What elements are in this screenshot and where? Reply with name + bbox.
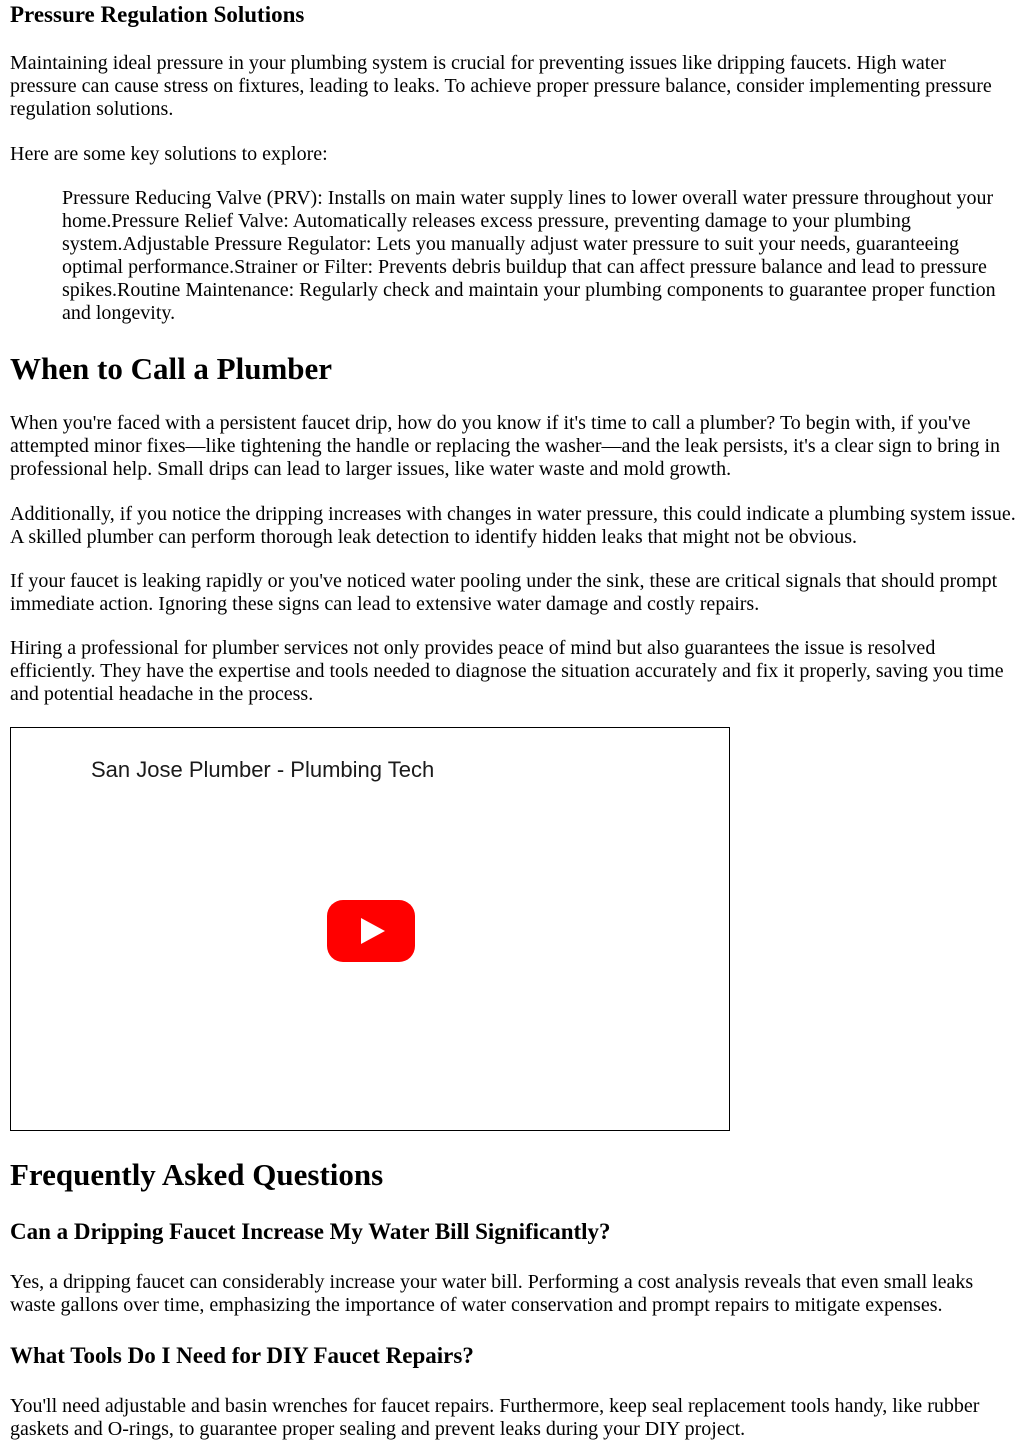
faq-answer: Yes, a dripping faucet can considerably increase your water bill. Performing a cost analysis reveals that even small leaks waste gallons over time, emphasizing the importance of water conservation and prompt repairs to mitigate expenses. — [10, 1271, 974, 1316]
plumber-paragraph: Additionally, if you notice the dripping increases with changes in water pressure, this could indicate a plumbing system issue. A skilled plumber can perform thorough leak detection to identify hidden leaks that might not be obvious. — [10, 503, 1016, 548]
faq-question: Can a Dripping Faucet Increase My Water Bill Significantly? — [10, 1219, 611, 1244]
video-embed[interactable] — [10, 727, 730, 1131]
pressure-solutions-list: Pressure Reducing Valve (PRV): Installs on main water supply lines to lower overall water pressure throughout your home.Pressure Relief Valve: Automatically releases excess pressure, preventing damage to your plumbing system.Adjustable Pressure Regulator: Lets you manually adjust water pressure to suit your needs, guaranteeing optimal performance.Strainer or Filter: Prevents debris buildup that can affect pressure balance and lead to pressure spikes.Routine Maintenance: Regularly check and maintain your plumbing components to guarantee proper function and longevity. — [62, 187, 996, 324]
pressure-lead: Here are some key solutions to explore: — [10, 143, 328, 165]
pressure-heading: Pressure Regulation Solutions — [10, 2, 305, 27]
pressure-intro: Maintaining ideal pressure in your plumbing system is crucial for preventing issues like dripping faucets. High water pressure can cause stress on fixtures, leading to leaks. To achieve proper pressure balance, consider implementing pressure regulation solutions. — [10, 52, 992, 120]
video-title[interactable]: San Jose Plumber - Plumbing Tech — [91, 757, 435, 782]
plumber-heading: When to Call a Plumber — [10, 351, 333, 386]
faq-answer: You'll need adjustable and basin wrenches for faucet repairs. Furthermore, keep seal replacement tools handy, like rubber gaskets and O-rings, to guarantee proper sealing and prevent leaks during your DIY project. — [10, 1395, 980, 1440]
plumber-paragraph: When you're faced with a persistent faucet drip, how do you know if it's time to call a plumber? To begin with, if you've attempted minor fixes—like tightening the handle or replacing the washer—and the leak persists, it's a clear sign to bring in professional help. Small drips can lead to larger issues, like water waste and mold growth. — [10, 412, 1000, 480]
faq-heading: Frequently Asked Questions — [10, 1157, 384, 1192]
plumber-paragraph: If your faucet is leaking rapidly or you've noticed water pooling under the sink, these are critical signals that should prompt immediate action. Ignoring these signs can lead to extensive water damage and costly repairs. — [10, 570, 998, 615]
faq-question: What Tools Do I Need for DIY Faucet Repairs? — [10, 1343, 474, 1368]
play-icon[interactable] — [327, 900, 415, 962]
plumber-paragraph: Hiring a professional for plumber services not only provides peace of mind but also guarantees the issue is resolved efficiently. They have the expertise and tools needed to diagnose the situation accurately and fix it properly, saving you time and potential headache in the process. — [10, 637, 1004, 705]
